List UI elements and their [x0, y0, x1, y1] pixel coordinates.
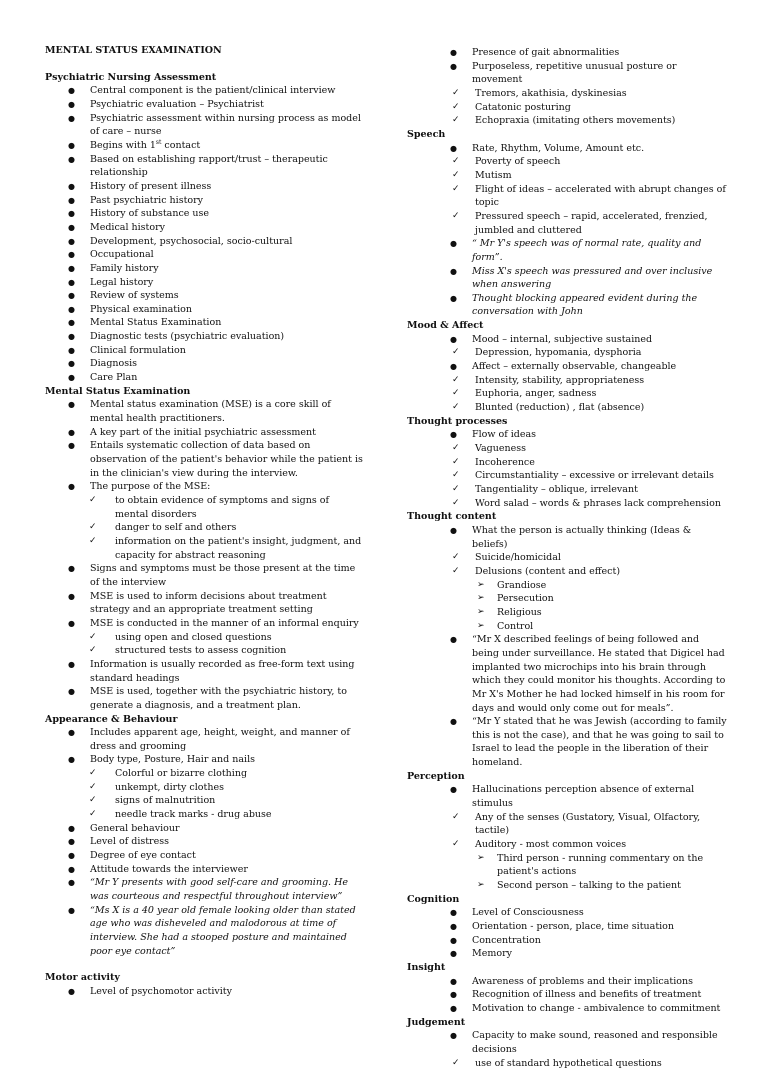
- bullet-item: ● Rate, Rhythm, Volume, Amount etc.: [407, 142, 727, 156]
- check-item: ✓ Depression, hypomania, dysphoria: [407, 346, 727, 360]
- bullet-item: ● Hallucinations perception absence of external stimulus: [407, 783, 727, 810]
- bullet-item: ● Diagnosis: [45, 357, 365, 371]
- bullet-item: ● Entails systematic collection of data based on observation of the patient's behavior while the patient is in the clinician's view during the interview.: [45, 439, 365, 480]
- bullet-item: ● Legal history: [45, 276, 365, 290]
- bullet-item: ● Level of psychomotor activity: [45, 985, 365, 999]
- section-heading: Psychiatric Nursing Assessment: [45, 71, 217, 83]
- quote-item: ● Miss X's speech was pressured and over inclusive when answering: [407, 265, 727, 292]
- ordinal-suffix: st: [155, 138, 162, 146]
- check-item: ✓ to obtain evidence of symptoms and signs of mental disorders: [45, 494, 365, 521]
- bullet-item: ● Capacity to make sound, reasoned and responsible decisions: [407, 1029, 727, 1056]
- bullet-item: ● Past psychiatric history: [45, 194, 365, 208]
- quote-item: ● “ Mr Y's speech was of normal rate, quality and form”.: [407, 237, 727, 264]
- bullet-item: ● MSE is used to inform decisions about treatment strategy and an appropriate treatment setting: [45, 590, 365, 617]
- right-column: [407, 46, 727, 1070]
- arrow-item: ➢ Control: [407, 620, 727, 634]
- bullet-item: ● Mental Status Examination: [45, 316, 365, 330]
- section-heading: Perception: [407, 770, 465, 782]
- section-heading: Speech: [407, 128, 446, 140]
- section-heading: Insight: [407, 961, 446, 973]
- bullet-item: ● General behaviour: [45, 822, 365, 836]
- bullet-item: ● Central component is the patient/clinical interview: [45, 84, 365, 98]
- quote-item: ● “Ms X is a 40 year old female looking older than stated age who was disheveled and malodorous at time of interview. She had a stooped posture and maintained poor eye contact”: [45, 904, 365, 959]
- check-item: ✓ Tremors, akathisia, dyskinesias: [407, 87, 727, 101]
- bullet-item: ● Mood – internal, subjective sustained: [407, 333, 727, 347]
- check-item: ✓ Mutism: [407, 169, 727, 183]
- bullet-item: ● Mental status examination (MSE) is a core skill of mental health practitioners.: [45, 398, 365, 425]
- spacer: [45, 958, 365, 971]
- check-item: ✓ Word salad – words & phrases lack comprehension: [407, 497, 727, 511]
- check-item: ✓ signs of malnutrition: [45, 794, 365, 808]
- bullet-item: ● Recognition of illness and benefits of treatment: [407, 988, 727, 1002]
- bullet-item: ● Flow of ideas: [407, 428, 727, 442]
- bullet-item: ● History of present illness: [45, 180, 365, 194]
- check-item: ✓ Poverty of speech: [407, 155, 727, 169]
- bullet-item: ● Begins with 1st contact: [45, 139, 365, 153]
- bullet-item: ● Motivation to change - ambivalence to commitment: [407, 1002, 727, 1016]
- section-heading: Appearance & Behaviour: [45, 713, 178, 725]
- check-item: ✓ Circumstantiality – excessive or irrelevant details: [407, 469, 727, 483]
- bullet-item: ● Information is usually recorded as free-form text using standard headings: [45, 658, 365, 685]
- check-item: ✓ needle track marks - drug abuse: [45, 808, 365, 822]
- quote-item: ● Thought blocking appeared evident during the conversation with John: [407, 292, 727, 319]
- bullet-item: ● Presence of gait abnormalities: [407, 46, 727, 60]
- bullet-item: ● Awareness of problems and their implications: [407, 975, 727, 989]
- quote-item: ● “Mr Y presents with good self-care and grooming. He was courteous and respectful throughout interview”: [45, 876, 365, 903]
- bullet-item: ● Degree of eye contact: [45, 849, 365, 863]
- document-title: MENTAL STATUS EXAMINATION: [45, 45, 222, 56]
- bullet-item: ● Concentration: [407, 934, 727, 948]
- check-item: ✓ Suicide/homicidal: [407, 551, 727, 565]
- check-item: ✓ Incoherence: [407, 456, 727, 470]
- bullet-item: ● Review of systems: [45, 289, 365, 303]
- bullet-item: ● Signs and symptoms must be those present at the time of the interview: [45, 562, 365, 589]
- bullet-item: ● Based on establishing rapport/trust – therapeutic relationship: [45, 153, 365, 180]
- check-item: ✓ Echopraxia (imitating others movements): [407, 114, 727, 128]
- bullet-item: ● Includes apparent age, height, weight, and manner of dress and grooming: [45, 726, 365, 753]
- section-heading: Mental Status Examination: [45, 385, 191, 397]
- quote-item: ● “Mr X described feelings of being followed and being under surveillance. He stated that Digicel had implanted two microchips into his brain through which they could monitor his thoughts. According to Mr X's Mother he had locked himself in his room for days and would only come out for meals”.: [407, 633, 727, 715]
- bullet-item: ● Clinical formulation: [45, 344, 365, 358]
- check-item: ✓ Auditory - most common voices: [407, 838, 727, 852]
- check-item: ✓ using open and closed questions: [45, 631, 365, 645]
- bullet-item: ● What the person is actually thinking (Ideas & beliefs): [407, 524, 727, 551]
- bullet-item: ● Affect – externally observable, changeable: [407, 360, 727, 374]
- check-item: ✓ Intensity, stability, appropriateness: [407, 374, 727, 388]
- check-item: ✓ danger to self and others: [45, 521, 365, 535]
- bullet-item: ● A key part of the initial psychiatric assessment: [45, 426, 365, 440]
- check-item: ✓ Any of the senses (Gustatory, Visual, Olfactory, tactile): [407, 811, 727, 838]
- bullet-item: ● MSE is used, together with the psychiatric history, to generate a diagnosis, and a treatment plan.: [45, 685, 365, 712]
- check-item: ✓ Pressured speech – rapid, accelerated, frenzied, jumbled and cluttered: [407, 210, 727, 237]
- check-item: ✓ Flight of ideas – accelerated with abrupt changes of topic: [407, 183, 727, 210]
- bullet-item: ● Orientation - person, place, time situation: [407, 920, 727, 934]
- section-heading: Motor activity: [45, 972, 120, 984]
- bullet-item: ● Body type, Posture, Hair and nails: [45, 753, 365, 767]
- bullet-item: ● Physical examination: [45, 303, 365, 317]
- check-item: ✓ Blunted (reduction) , flat (absence): [407, 401, 727, 415]
- left-column: [45, 44, 365, 999]
- section-heading: Thought content: [407, 511, 497, 523]
- bullet-item: ● Level of Consciousness: [407, 906, 727, 920]
- arrow-item: ➢ Second person – talking to the patient: [407, 879, 727, 893]
- check-item: ✓ structured tests to assess cognition: [45, 644, 365, 658]
- bullet-item: ● Development, psychosocial, socio-cultural: [45, 235, 365, 249]
- bullet-item: ● Attitude towards the interviewer: [45, 863, 365, 877]
- bullet-item: ● MSE is conducted in the manner of an informal enquiry: [45, 617, 365, 631]
- bullet-item: ● Memory: [407, 947, 727, 961]
- check-item: ✓ information on the patient's insight, judgment, and capacity for abstract reasoning: [45, 535, 365, 562]
- check-item: ✓ Delusions (content and effect): [407, 565, 727, 579]
- section-heading: Thought processes: [407, 415, 508, 427]
- bullet-item: ● Purposeless, repetitive unusual posture or movement: [407, 60, 727, 87]
- bullet-item: ● The purpose of the MSE:: [45, 480, 365, 494]
- arrow-item: ➢ Religious: [407, 606, 727, 620]
- bullet-item: ● Occupational: [45, 248, 365, 262]
- check-item: ✓ Vagueness: [407, 442, 727, 456]
- bullet-item: ● Psychiatric evaluation – Psychiatrist: [45, 98, 365, 112]
- check-item: ✓ Euphoria, anger, sadness: [407, 387, 727, 401]
- bullet-item: ● History of substance use: [45, 207, 365, 221]
- check-item: ✓ use of standard hypothetical questions: [407, 1057, 727, 1070]
- quote-item: ● “Mr Y stated that he was Jewish (according to family this is not the case), and that he was going to sail to Israel to lead the people in the liberation of their homeland.: [407, 715, 727, 770]
- check-item: ✓ unkempt, dirty clothes: [45, 781, 365, 795]
- section-heading: Judgement: [407, 1016, 466, 1028]
- arrow-item: ➢ Third person - running commentary on the patient's actions: [407, 852, 727, 879]
- bullet-item: ● Care Plan: [45, 371, 365, 385]
- bullet-item: ● Medical history: [45, 221, 365, 235]
- check-item: ✓ Tangentiality – oblique, irrelevant: [407, 483, 727, 497]
- arrow-item: ➢ Persecution: [407, 592, 727, 606]
- arrow-item: ➢ Grandiose: [407, 579, 727, 593]
- bullet-item: ● Level of distress: [45, 835, 365, 849]
- section-heading: Cognition: [407, 893, 460, 905]
- section-heading: Mood & Affect: [407, 320, 484, 332]
- bullet-item: ● Psychiatric assessment within nursing process as model of care – nurse: [45, 112, 365, 139]
- check-item: ✓ Catatonic posturing: [407, 101, 727, 115]
- bullet-item: ● Diagnostic tests (psychiatric evaluation): [45, 330, 365, 344]
- bullet-item: ● Family history: [45, 262, 365, 276]
- check-item: ✓ Colorful or bizarre clothing: [45, 767, 365, 781]
